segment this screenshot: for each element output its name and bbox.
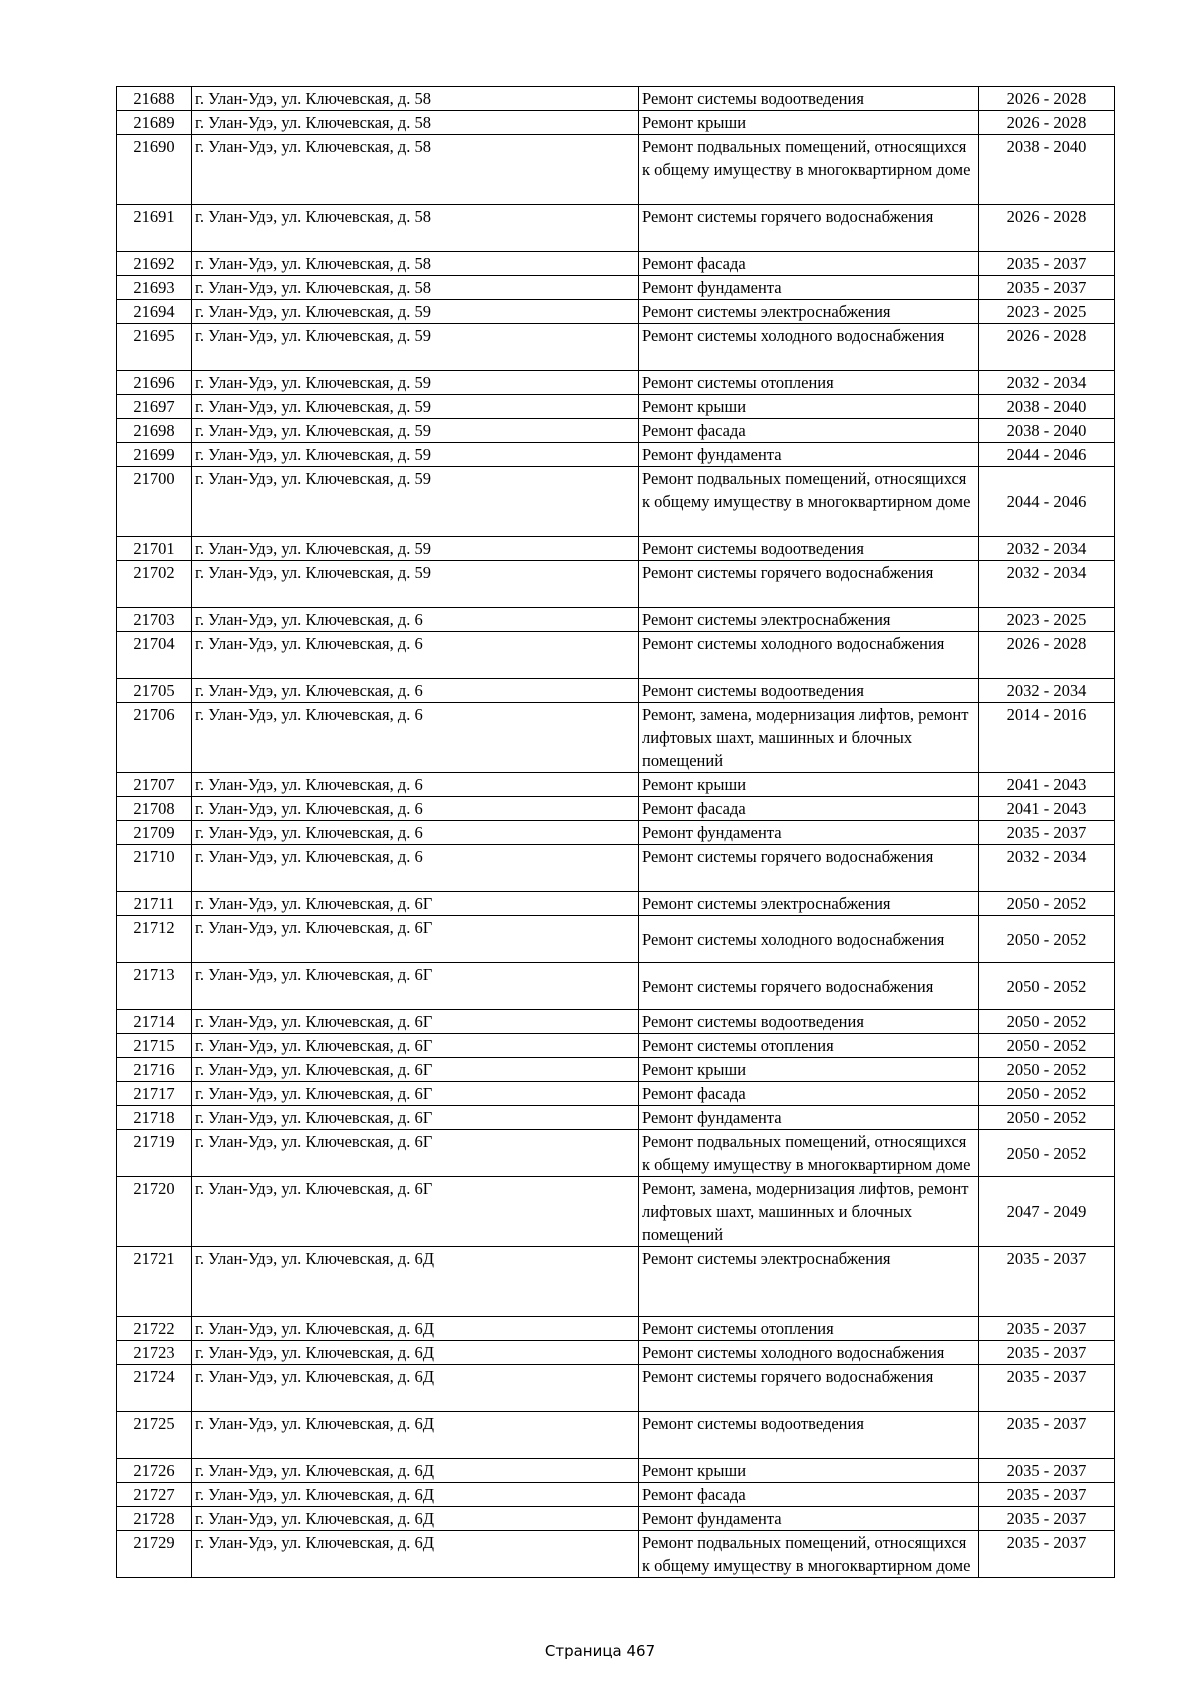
table-row: [117, 1034, 1115, 1058]
row-period: 2035 - 2037: [979, 1341, 1115, 1365]
row-period: 2050 - 2052: [979, 916, 1115, 963]
row-work-type: Ремонт системы горячего водоснабжения: [639, 205, 979, 252]
table-row: [117, 419, 1115, 443]
row-period: 2044 - 2046: [979, 467, 1115, 537]
row-period: 2047 - 2049: [979, 1177, 1115, 1247]
row-work-type: Ремонт системы электроснабжения: [639, 608, 979, 632]
row-number: 21701: [117, 537, 192, 561]
table-row: [117, 821, 1115, 845]
row-number: 21702: [117, 561, 192, 608]
row-number: 21713: [117, 963, 192, 1010]
row-work-type: Ремонт фундамента: [639, 1106, 979, 1130]
row-period: 2035 - 2037: [979, 1247, 1115, 1317]
row-number: 21725: [117, 1412, 192, 1459]
table-row: [117, 916, 1115, 963]
row-period: 2032 - 2034: [979, 537, 1115, 561]
row-period: 2035 - 2037: [979, 276, 1115, 300]
row-work-type: Ремонт фасада: [639, 1082, 979, 1106]
row-address: г. Улан-Удэ, ул. Ключевская, д. 6: [192, 797, 639, 821]
row-address: г. Улан-Удэ, ул. Ключевская, д. 6: [192, 845, 639, 892]
row-work-type: Ремонт фундамента: [639, 1507, 979, 1531]
row-work-type: Ремонт, замена, модернизация лифтов, ремонт лифтовых шахт, машинных и блочных помещений: [639, 703, 979, 773]
row-address: г. Улан-Удэ, ул. Ключевская, д. 6Г: [192, 1106, 639, 1130]
row-work-type: Ремонт системы водоотведения: [639, 1412, 979, 1459]
row-period: 2035 - 2037: [979, 1317, 1115, 1341]
row-work-type: Ремонт системы водоотведения: [639, 1010, 979, 1034]
row-period: 2035 - 2037: [979, 1483, 1115, 1507]
row-number: 21704: [117, 632, 192, 679]
row-period: 2035 - 2037: [979, 1507, 1115, 1531]
row-period: 2050 - 2052: [979, 1082, 1115, 1106]
row-period: 2023 - 2025: [979, 608, 1115, 632]
table-row: [117, 395, 1115, 419]
row-period: 2041 - 2043: [979, 773, 1115, 797]
row-number: 21727: [117, 1483, 192, 1507]
row-work-type: Ремонт системы холодного водоснабжения: [639, 916, 979, 963]
row-number: 21703: [117, 608, 192, 632]
table-row: [117, 1247, 1115, 1317]
row-address: г. Улан-Удэ, ул. Ключевская, д. 6: [192, 608, 639, 632]
row-work-type: Ремонт системы электроснабжения: [639, 300, 979, 324]
table-row: [117, 845, 1115, 892]
row-period: 2035 - 2037: [979, 1412, 1115, 1459]
row-work-type: Ремонт подвальных помещений, относящихся к общему имуществу в многоквартирном доме: [639, 1130, 979, 1177]
row-address: г. Улан-Удэ, ул. Ключевская, д. 6Г: [192, 1082, 639, 1106]
row-number: 21696: [117, 371, 192, 395]
row-number: 21723: [117, 1341, 192, 1365]
row-address: г. Улан-Удэ, ул. Ключевская, д. 6Г: [192, 916, 639, 963]
table-row: [117, 111, 1115, 135]
row-period: 2050 - 2052: [979, 892, 1115, 916]
row-address: г. Улан-Удэ, ул. Ключевская, д. 6Д: [192, 1507, 639, 1531]
table-row: [117, 87, 1115, 111]
row-period: 2032 - 2034: [979, 845, 1115, 892]
table-body: [117, 87, 1115, 1578]
row-address: г. Улан-Удэ, ул. Ключевская, д. 6: [192, 703, 639, 773]
row-address: г. Улан-Удэ, ул. Ключевская, д. 6Д: [192, 1341, 639, 1365]
row-period: 2038 - 2040: [979, 419, 1115, 443]
table-row: [117, 1507, 1115, 1531]
row-period: 2032 - 2034: [979, 561, 1115, 608]
table-row: [117, 1082, 1115, 1106]
table-row: [117, 1177, 1115, 1247]
table-row: [117, 300, 1115, 324]
row-work-type: Ремонт фундамента: [639, 276, 979, 300]
row-work-type: Ремонт системы водоотведения: [639, 87, 979, 111]
row-period: 2041 - 2043: [979, 797, 1115, 821]
row-address: г. Улан-Удэ, ул. Ключевская, д. 59: [192, 300, 639, 324]
row-address: г. Улан-Удэ, ул. Ключевская, д. 6Д: [192, 1531, 639, 1578]
row-period: 2038 - 2040: [979, 135, 1115, 205]
row-period: 2014 - 2016: [979, 703, 1115, 773]
row-period: 2035 - 2037: [979, 1531, 1115, 1578]
row-number: 21693: [117, 276, 192, 300]
row-address: г. Улан-Удэ, ул. Ключевская, д. 6Г: [192, 1177, 639, 1247]
row-number: 21691: [117, 205, 192, 252]
row-work-type: Ремонт системы холодного водоснабжения: [639, 324, 979, 371]
row-number: 21722: [117, 1317, 192, 1341]
row-period: 2026 - 2028: [979, 87, 1115, 111]
row-number: 21729: [117, 1531, 192, 1578]
row-work-type: Ремонт системы отопления: [639, 1034, 979, 1058]
row-period: 2050 - 2052: [979, 1010, 1115, 1034]
row-number: 21728: [117, 1507, 192, 1531]
row-number: 21726: [117, 1459, 192, 1483]
row-number: 21705: [117, 679, 192, 703]
row-work-type: Ремонт системы горячего водоснабжения: [639, 845, 979, 892]
row-work-type: Ремонт подвальных помещений, относящихся к общему имуществу в многоквартирном доме: [639, 1531, 979, 1578]
row-address: г. Улан-Удэ, ул. Ключевская, д. 6: [192, 821, 639, 845]
row-period: 2038 - 2040: [979, 395, 1115, 419]
row-number: 21708: [117, 797, 192, 821]
table-row: [117, 276, 1115, 300]
row-number: 21717: [117, 1082, 192, 1106]
row-number: 21699: [117, 443, 192, 467]
row-address: г. Улан-Удэ, ул. Ключевская, д. 59: [192, 324, 639, 371]
row-work-type: Ремонт системы водоотведения: [639, 537, 979, 561]
row-work-type: Ремонт системы горячего водоснабжения: [639, 561, 979, 608]
row-address: г. Улан-Удэ, ул. Ключевская, д. 6Д: [192, 1247, 639, 1317]
table-row: [117, 1531, 1115, 1578]
row-work-type: Ремонт крыши: [639, 773, 979, 797]
row-work-type: Ремонт фасада: [639, 1483, 979, 1507]
table-row: [117, 1058, 1115, 1082]
row-number: 21712: [117, 916, 192, 963]
table-row: [117, 1317, 1115, 1341]
row-address: г. Улан-Удэ, ул. Ключевская, д. 59: [192, 371, 639, 395]
row-period: 2032 - 2034: [979, 679, 1115, 703]
row-address: г. Улан-Удэ, ул. Ключевская, д. 59: [192, 467, 639, 537]
row-work-type: Ремонт системы отопления: [639, 371, 979, 395]
row-work-type: Ремонт фундамента: [639, 821, 979, 845]
row-number: 21719: [117, 1130, 192, 1177]
row-address: г. Улан-Удэ, ул. Ключевская, д. 6: [192, 679, 639, 703]
row-work-type: Ремонт системы водоотведения: [639, 679, 979, 703]
row-address: г. Улан-Удэ, ул. Ключевская, д. 59: [192, 443, 639, 467]
row-number: 21721: [117, 1247, 192, 1317]
table-row: [117, 773, 1115, 797]
row-address: г. Улан-Удэ, ул. Ключевская, д. 58: [192, 252, 639, 276]
row-address: г. Улан-Удэ, ул. Ключевская, д. 58: [192, 276, 639, 300]
row-work-type: Ремонт, замена, модернизация лифтов, ремонт лифтовых шахт, машинных и блочных помещений: [639, 1177, 979, 1247]
table-row: [117, 1106, 1115, 1130]
row-number: 21724: [117, 1365, 192, 1412]
row-work-type: Ремонт системы горячего водоснабжения: [639, 1365, 979, 1412]
row-period: 2026 - 2028: [979, 111, 1115, 135]
page-number: Страница 467: [544, 1642, 656, 1660]
row-number: 21710: [117, 845, 192, 892]
row-period: 2023 - 2025: [979, 300, 1115, 324]
row-number: 21694: [117, 300, 192, 324]
row-period: 2032 - 2034: [979, 371, 1115, 395]
table-row: [117, 1010, 1115, 1034]
row-work-type: Ремонт крыши: [639, 1459, 979, 1483]
table-row: [117, 892, 1115, 916]
row-period: 2035 - 2037: [979, 252, 1115, 276]
table-row: [117, 467, 1115, 537]
row-number: 21714: [117, 1010, 192, 1034]
table-row: [117, 703, 1115, 773]
row-address: г. Улан-Удэ, ул. Ключевская, д. 58: [192, 111, 639, 135]
row-work-type: Ремонт крыши: [639, 395, 979, 419]
row-number: 21700: [117, 467, 192, 537]
repair-schedule-table: [116, 86, 1115, 1578]
row-number: 21715: [117, 1034, 192, 1058]
row-address: г. Улан-Удэ, ул. Ключевская, д. 59: [192, 537, 639, 561]
table-row: [117, 1459, 1115, 1483]
row-address: г. Улан-Удэ, ул. Ключевская, д. 58: [192, 87, 639, 111]
row-work-type: Ремонт фундамента: [639, 443, 979, 467]
table-row: [117, 1341, 1115, 1365]
row-address: г. Улан-Удэ, ул. Ключевская, д. 6Д: [192, 1483, 639, 1507]
row-work-type: Ремонт подвальных помещений, относящихся к общему имуществу в многоквартирном доме: [639, 467, 979, 537]
row-address: г. Улан-Удэ, ул. Ключевская, д. 6: [192, 773, 639, 797]
row-number: 21718: [117, 1106, 192, 1130]
row-work-type: Ремонт подвальных помещений, относящихся к общему имуществу в многоквартирном доме: [639, 135, 979, 205]
row-work-type: Ремонт фасада: [639, 419, 979, 443]
row-address: г. Улан-Удэ, ул. Ключевская, д. 6Г: [192, 1034, 639, 1058]
table-row: [117, 537, 1115, 561]
row-address: г. Улан-Удэ, ул. Ключевская, д. 6Г: [192, 1010, 639, 1034]
row-number: 21688: [117, 87, 192, 111]
row-number: 21698: [117, 419, 192, 443]
row-work-type: Ремонт системы холодного водоснабжения: [639, 1341, 979, 1365]
row-period: 2035 - 2037: [979, 1365, 1115, 1412]
row-work-type: Ремонт крыши: [639, 1058, 979, 1082]
row-address: г. Улан-Удэ, ул. Ключевская, д. 58: [192, 135, 639, 205]
row-number: 21709: [117, 821, 192, 845]
table-row: [117, 371, 1115, 395]
row-address: г. Улан-Удэ, ул. Ключевская, д. 6Д: [192, 1365, 639, 1412]
row-number: 21707: [117, 773, 192, 797]
table-row: [117, 252, 1115, 276]
table-row: [117, 608, 1115, 632]
row-period: 2050 - 2052: [979, 963, 1115, 1010]
row-address: г. Улан-Удэ, ул. Ключевская, д. 6Д: [192, 1317, 639, 1341]
table-row: [117, 632, 1115, 679]
row-work-type: Ремонт системы электроснабжения: [639, 1247, 979, 1317]
row-number: 21716: [117, 1058, 192, 1082]
row-number: 21706: [117, 703, 192, 773]
row-work-type: Ремонт фасада: [639, 252, 979, 276]
row-number: 21689: [117, 111, 192, 135]
table-row: [117, 135, 1115, 205]
row-period: 2035 - 2037: [979, 1459, 1115, 1483]
table-row: [117, 1130, 1115, 1177]
table-row: [117, 1483, 1115, 1507]
row-period: 2035 - 2037: [979, 821, 1115, 845]
table-row: [117, 1365, 1115, 1412]
table-row: [117, 561, 1115, 608]
table-row: [117, 679, 1115, 703]
row-work-type: Ремонт системы горячего водоснабжения: [639, 963, 979, 1010]
row-address: г. Улан-Удэ, ул. Ключевская, д. 6: [192, 632, 639, 679]
row-work-type: Ремонт фасада: [639, 797, 979, 821]
table-row: [117, 205, 1115, 252]
row-address: г. Улан-Удэ, ул. Ключевская, д. 58: [192, 205, 639, 252]
table-row: [117, 443, 1115, 467]
row-work-type: Ремонт системы электроснабжения: [639, 892, 979, 916]
table-row: [117, 1412, 1115, 1459]
row-period: 2050 - 2052: [979, 1034, 1115, 1058]
row-period: 2044 - 2046: [979, 443, 1115, 467]
row-address: г. Улан-Удэ, ул. Ключевская, д. 6Г: [192, 1058, 639, 1082]
row-address: г. Улан-Удэ, ул. Ключевская, д. 59: [192, 419, 639, 443]
row-work-type: Ремонт крыши: [639, 111, 979, 135]
row-number: 21711: [117, 892, 192, 916]
row-number: 21692: [117, 252, 192, 276]
row-work-type: Ремонт системы отопления: [639, 1317, 979, 1341]
row-address: г. Улан-Удэ, ул. Ключевская, д. 6Д: [192, 1459, 639, 1483]
table-row: [117, 797, 1115, 821]
row-period: 2026 - 2028: [979, 632, 1115, 679]
row-address: г. Улан-Удэ, ул. Ключевская, д. 6Г: [192, 963, 639, 1010]
table-row: [117, 963, 1115, 1010]
row-address: г. Улан-Удэ, ул. Ключевская, д. 6Г: [192, 892, 639, 916]
row-period: 2026 - 2028: [979, 324, 1115, 371]
row-number: 21695: [117, 324, 192, 371]
row-period: 2050 - 2052: [979, 1130, 1115, 1177]
row-address: г. Улан-Удэ, ул. Ключевская, д. 6Г: [192, 1130, 639, 1177]
row-period: 2050 - 2052: [979, 1106, 1115, 1130]
row-address: г. Улан-Удэ, ул. Ключевская, д. 6Д: [192, 1412, 639, 1459]
row-period: 2050 - 2052: [979, 1058, 1115, 1082]
table-row: [117, 324, 1115, 371]
row-number: 21720: [117, 1177, 192, 1247]
row-number: 21690: [117, 135, 192, 205]
row-address: г. Улан-Удэ, ул. Ключевская, д. 59: [192, 395, 639, 419]
row-work-type: Ремонт системы холодного водоснабжения: [639, 632, 979, 679]
row-period: 2026 - 2028: [979, 205, 1115, 252]
row-address: г. Улан-Удэ, ул. Ключевская, д. 59: [192, 561, 639, 608]
row-number: 21697: [117, 395, 192, 419]
